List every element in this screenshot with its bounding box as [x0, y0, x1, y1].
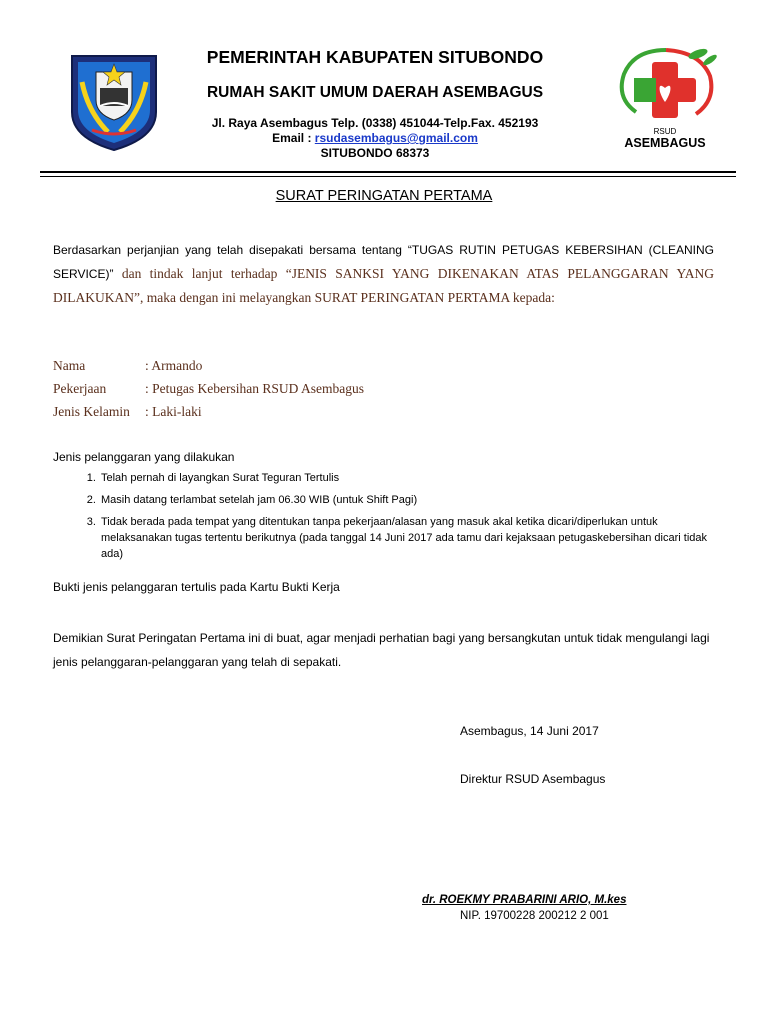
signature-name: dr. ROEKMY PRABARINI ARIO, M.kes	[422, 894, 627, 906]
letter-title: SURAT PERINGATAN PERTAMA	[275, 188, 493, 204]
proof-text: Bukti jenis pelanggaran tertulis pada Kartu Bukti Kerja	[53, 580, 340, 594]
email-link[interactable]: rsudasembagus@gmail.com	[314, 131, 478, 145]
signature-nip: NIP. 19700228 200212 2 001	[460, 910, 609, 922]
violations-list	[53, 470, 719, 568]
violations-title: Jenis pelanggaran yang dilakukan	[53, 450, 235, 464]
header-divider-thin	[40, 176, 736, 177]
header-city: SITUBONDO 68373	[320, 146, 430, 160]
logo-rsud-text: RSUD	[653, 127, 677, 136]
email-label: Email :	[272, 131, 315, 145]
header-address: Jl. Raya Asembagus Telp. (0338) 451044-Telp.Fax. 452193	[211, 116, 539, 130]
header-contact	[150, 116, 600, 161]
header-email-line	[150, 131, 600, 146]
field-name: Nama : Armando	[53, 358, 203, 373]
header-hospital: RUMAH SAKIT UMUM DAERAH ASEMBAGUS	[206, 84, 544, 101]
signature-place-date: Asembagus, 14 Juni 2017	[460, 724, 599, 738]
intro-part-1: Berdasarkan perjanjian yang telah disepakati bersama tentang “TUGAS RUTIN PETUGAS KEBERSIHAN (CLEANING SERVICE)”	[53, 243, 714, 281]
violation-item: 3. Tidak berada pada tempat yang ditentukan tanpa pekerjaan/alasan yang masuk akal ketika dicari/diperlukan untuk melaksanakan tugas tertentu berikutnya (pada tanggal 14 Juni 2017 ada tamu dari kejaksaan petugaskebersihan dicari tidak ada)	[99, 514, 719, 562]
closing-paragraph: Demikian Surat Peringatan Pertama ini di buat, agar menjadi perhatian bagi yang bersangkutan untuk tidak mengulangi lagi jenis pelanggaran-pelanggaran yang telah di sepakati.	[53, 631, 710, 669]
violation-item: 1. Telah pernah di layangkan Surat Teguran Tertulis	[99, 470, 719, 486]
rsud-asembagus-logo	[606, 44, 724, 148]
header-government: PEMERINTAH KABUPATEN SITUBONDO	[206, 47, 544, 67]
intro-paragraph	[53, 238, 714, 310]
field-gender: Jenis Kelamin : Laki-laki	[53, 404, 202, 419]
regency-emblem-logo	[68, 52, 160, 152]
signature-position: Direktur RSUD Asembagus	[460, 772, 606, 786]
field-job: Pekerjaan : Petugas Kebersihan RSUD Asembagus	[53, 381, 364, 396]
logo-asembagus-text: ASEMBAGUS	[624, 136, 706, 150]
intro-part-2: dan tindak lanjut terhadap “JENIS SANKSI YANG DIKENAKAN ATAS PELANGGARAN YANG DILAKUKAN”, maka dengan ini melayangkan SURAT PERINGATAN PERTAMA kepada:	[53, 266, 714, 305]
violation-item: 2. Masih datang terlambat setelah jam 06.30 WIB (untuk Shift Pagi)	[99, 492, 719, 508]
header-divider-thick	[40, 171, 736, 173]
